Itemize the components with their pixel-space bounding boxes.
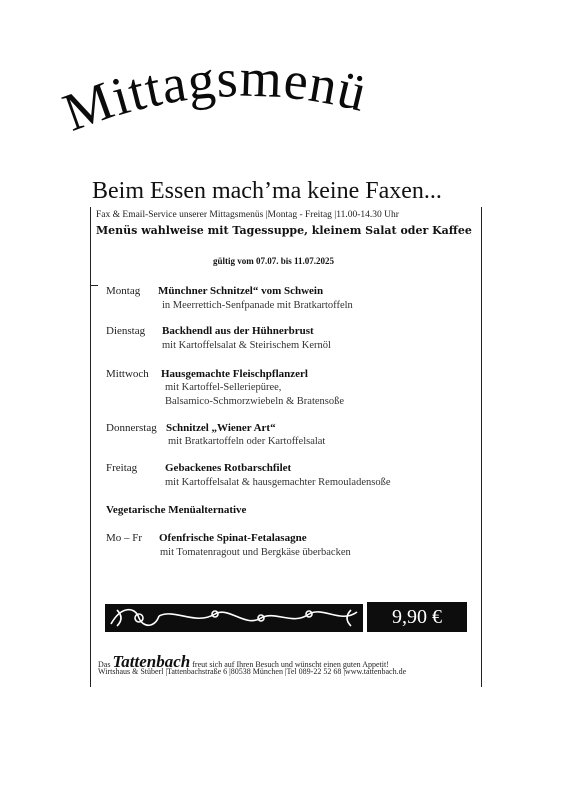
dish-desc-friday: mit Kartoffelsalat & hausgemachter Remouladensoße [165, 477, 391, 488]
dish-wednesday: Hausgemachte Fleischpflanzerl [161, 368, 308, 380]
svg-text:Mittagsmenü [56, 48, 373, 143]
footer-address: Wirtshaus & Stüberl |Tattenbachstraße 6 |80538 München |Tel 089-22 52 68 |www.tattenbach.de [98, 667, 407, 676]
dish-thursday: Schnitzel „Wiener Art“ [166, 422, 276, 434]
day-label-tuesday: Dienstag [106, 325, 146, 337]
footer-prefix: Das [98, 660, 111, 669]
frame-right-line [481, 207, 482, 687]
veg-heading: Vegetarische Menüalternative [106, 504, 247, 516]
dish-desc-monday: in Meerrettich-Senfpanade mit Bratkartoffeln [162, 300, 353, 311]
ornament-pattern [105, 604, 363, 632]
brand-logo-text: Tattenbach [112, 652, 191, 671]
day-label-wednesday: Mittwoch [106, 368, 149, 380]
subtitle: Beim Essen mach’ma keine Faxen... [92, 178, 442, 204]
dish-tuesday: Backhendl aus der Hühnerbrust [162, 325, 314, 337]
menu-title-text: Mittagsmenü [55, 47, 373, 143]
dish-veg: Ofenfrische Spinat-Fetalasagne [159, 532, 307, 544]
dish-monday: Münchner Schnitzel“ vom Schwein [158, 285, 324, 297]
menu-note: Menüs wahlweise mit Tagessuppe, kleinem Salat oder Kaffee [96, 224, 472, 237]
dish-desc-wednesday-1: mit Kartoffel-Selleriepüree, [165, 382, 282, 393]
frame-left-line [90, 207, 91, 687]
validity-dates: gültig vom 07.07. bis 11.07.2025 [213, 256, 335, 266]
day-label-thursday: Donnerstag [106, 422, 157, 434]
day-label-friday: Freitag [106, 462, 138, 474]
dish-desc-wednesday-2: Balsamico-Schmorzwiebeln & Bratensoße [165, 396, 345, 407]
day-label-veg: Mo – Fr [106, 532, 143, 544]
ornament-banner [105, 604, 363, 632]
footer-message: freut sich auf Ihren Besuch und wünscht einen guten Appetit! [192, 660, 389, 669]
dish-friday: Gebackenes Rotbarschfilet [165, 462, 292, 474]
dish-desc-veg: mit Tomatenragout und Bergkäse überbacken [160, 547, 351, 558]
frame-tick [90, 285, 98, 286]
dish-desc-tuesday: mit Kartoffelsalat & Steirischem Kernöl [162, 340, 331, 351]
price-badge: 9,90 € [367, 602, 467, 632]
menu-title [0, 40, 564, 150]
day-label-monday: Montag [106, 285, 141, 297]
service-line: Fax & Email-Service unserer Mittagsmenüs |Montag - Freitag |11.00-14.30 Uhr [96, 210, 399, 220]
dish-desc-thursday: mit Bratkartoffeln oder Kartoffelsalat [168, 436, 326, 447]
